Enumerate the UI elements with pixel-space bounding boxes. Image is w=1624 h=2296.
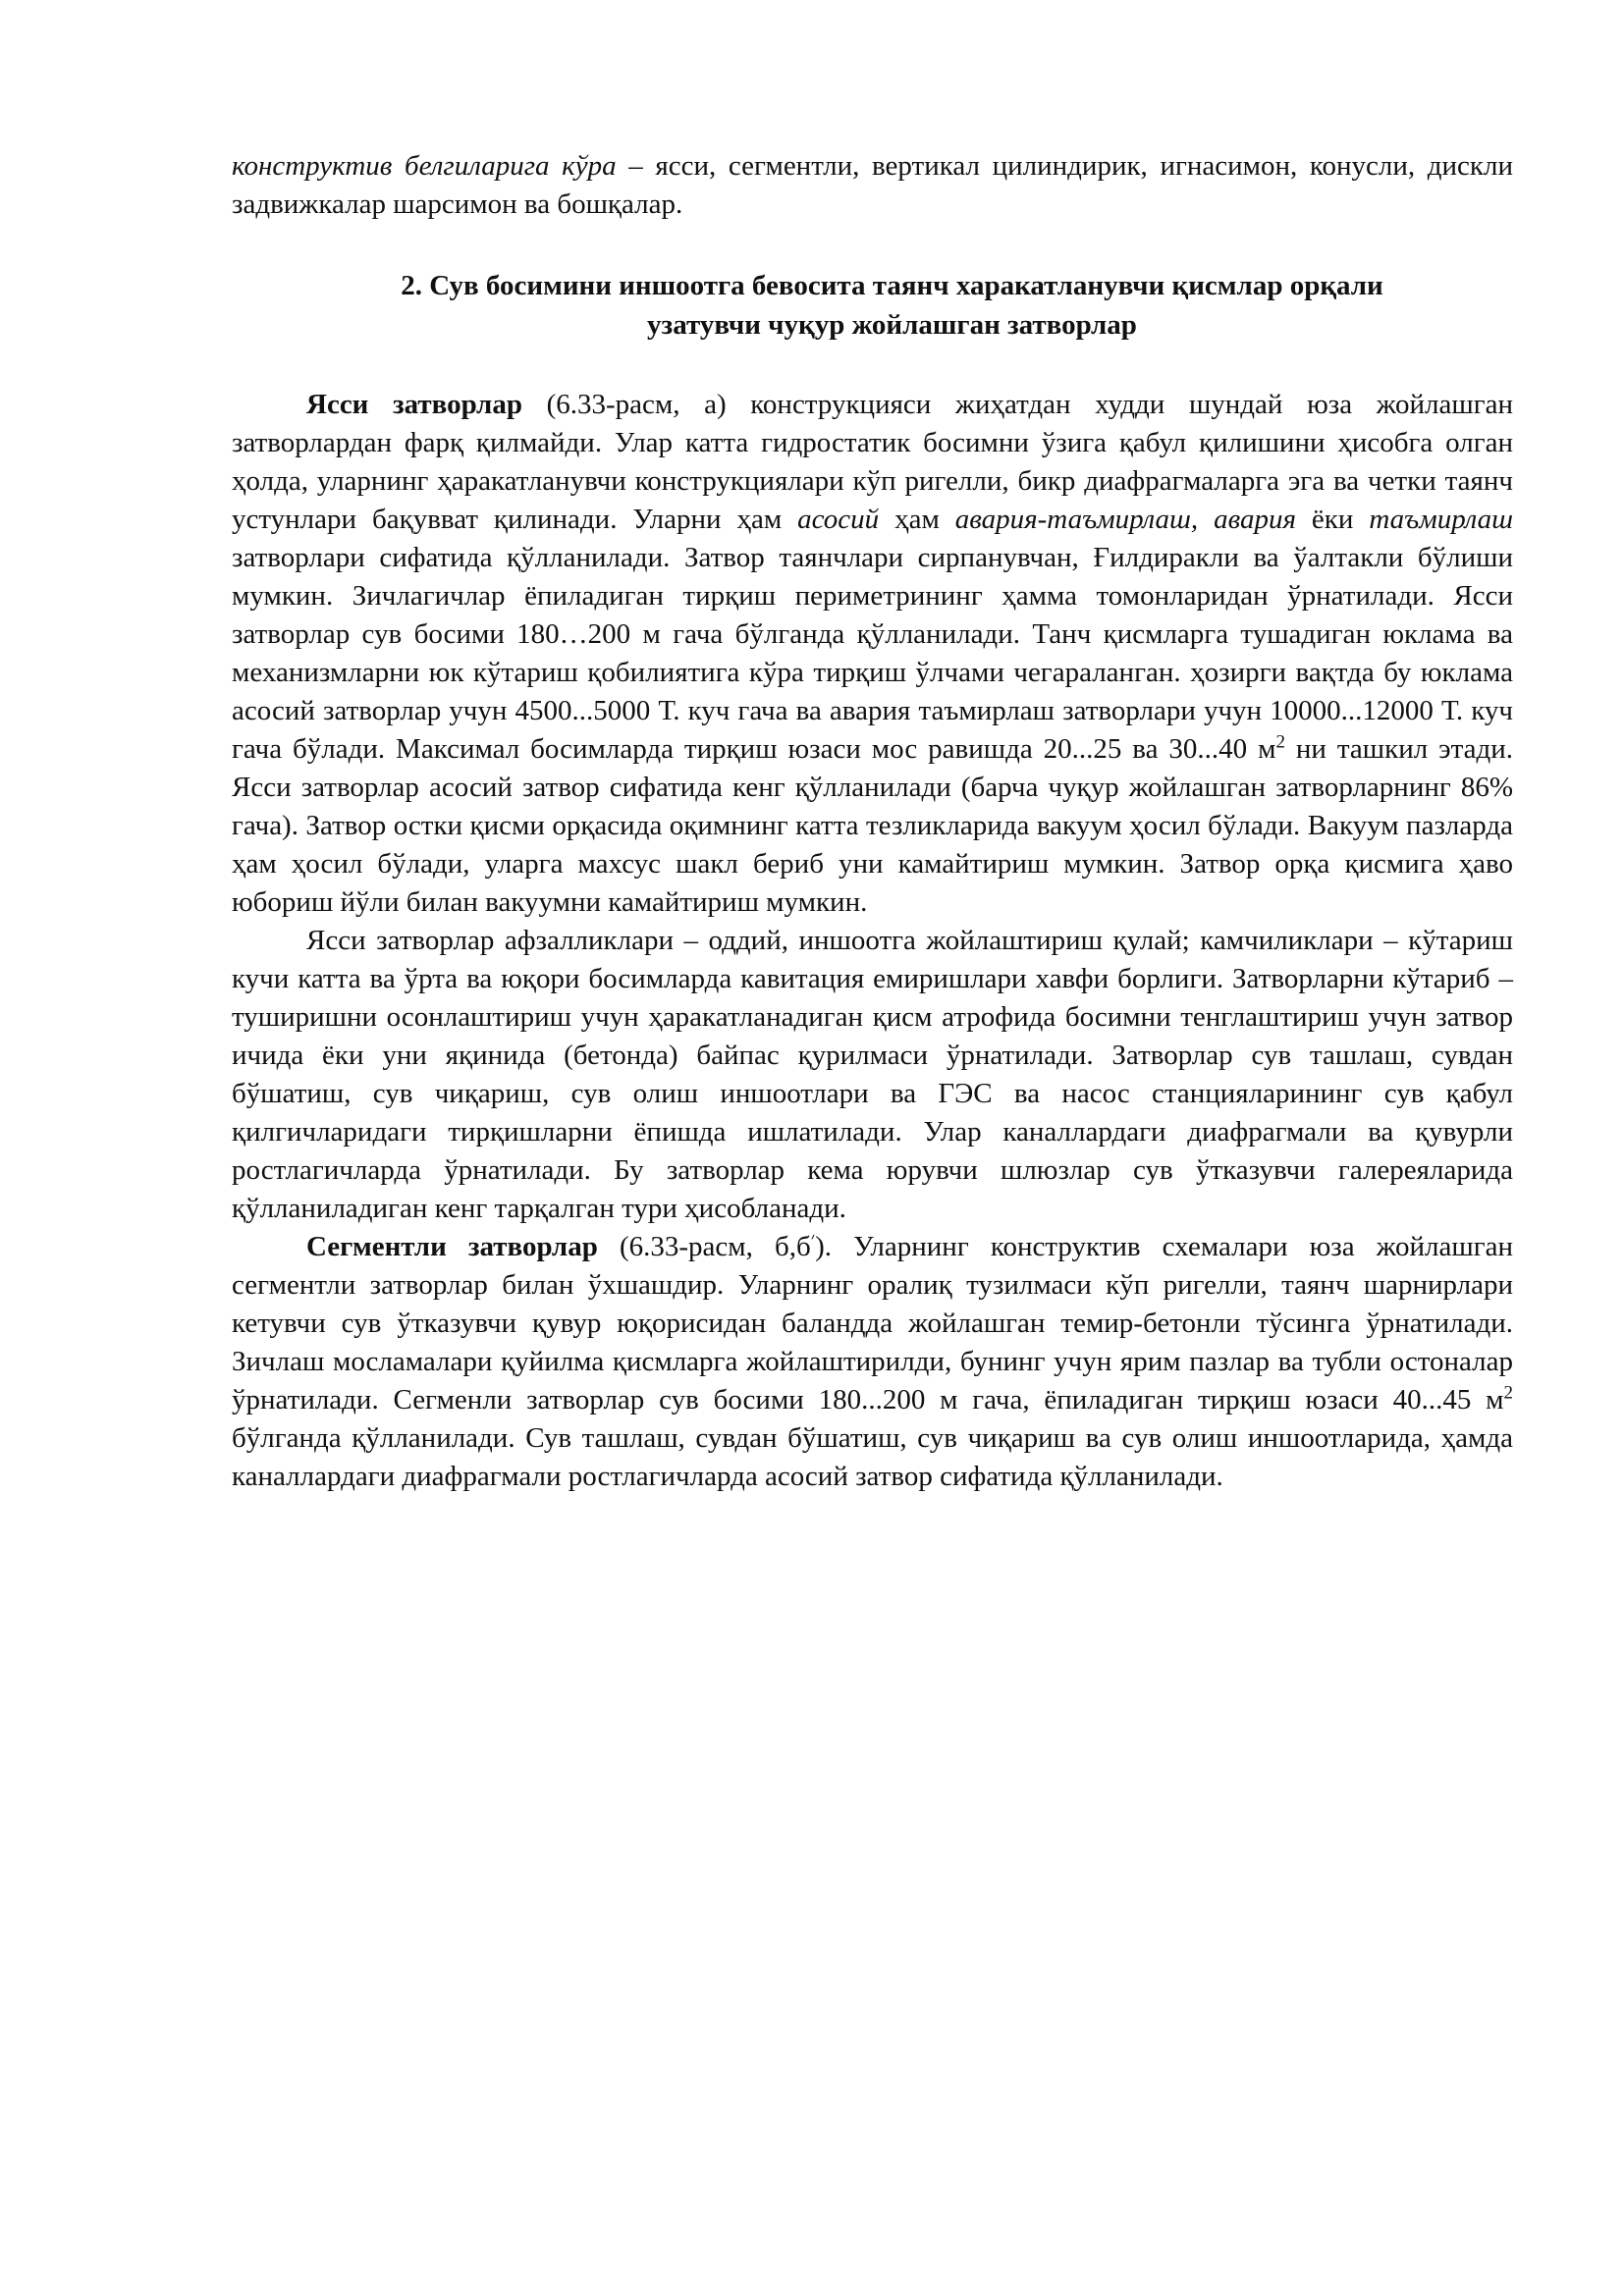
para1-text-1: (6.33-расм, а) конструкцияси жиҳатдан худди шундай юза жойлашган затворлардан фарқ қилмайди. Улар катта гидростатик босимни ўзига қабул қилишини ҳисобга олган ҳолда, уларнинг ҳаракатланувчи конструкциялари кўп ригелли, бикр диафрагмаларга эга ва четки таянч устунлари бақувват қилинади. Уларни ҳам [232,389,1513,535]
intro-lead-italic: конструктив белгиларига кўра [232,150,617,182]
para1-text-4: затворлари сифатида қўлланилади. Затвор таянчлари сирпанувчан, Ғилдиракли ва ўалтакли бўлиши мумкин. Зичлагичлар ёпиладиган тирқиш периметрининг ҳамма томонларидан ўрнатилади. Ясси затворлар сув босими 180…200 м гача бўлганда қўлланилади. Танч қисмларга тушадиган юклама ва механизмларни юк кўтариш қобилиятига кўра тирқиш ўлчами чегараланган. ҳозирги вақтда бу юклама асосий затворлар учун 4500...5000 Т. куч гача ва авария таъмирлаш затворлари учун 10000...12000 Т. куч гача бўлади. Максимал босимларда тирқиш юзаси мос равишда 20...25 ва 30...40 м [232,542,1513,765]
intro-text: – ясси, сегментли, вертикал цилиндирик, игнасимон, конусли, дискли задвижкалар шарсимон ва бошқалар. [232,150,1514,220]
para2-text: Ясси затворлар афзалликлари – оддий, иншоотга жойлаштириш қулай; камчиликлари – кўтариш кучи катта ва ўрта ва юқори босимларда кавитация емиришлари хавфи борлиги. Затворларни кўтариб – туширишни осонлаштириш учун ҳаракатланадиган қисм атрофида босимни тенглаштириш учун затвор ичида ёки уни яқинида (бетонда) байпас қурилмаси ўрнатилади. Затворлар сув ташлаш, сувдан бўшатиш, сув чиқариш, сув олиш иншоотлари ва ГЭС ва насос станцияларининг сув қабул қилгичларидаги тирқишларни ёпишда ишлатилади. Улар каналлардаги диафрагмали ва қувурли ростлагичларда ўрнатилади. Бу затворлар кема юрувчи шлюзлар сув ўтказувчи галереяларида қўлланиладиган кенг тарқалган тури ҳисобланади. [232,925,1513,1224]
para3-superscript-1: ׳ [810,1229,816,1251]
para1-text-3: ёки [1295,504,1370,535]
flat-gates-advantages-paragraph [232,922,1513,1228]
para3-text-1: (6.33-расм, б,б [597,1231,811,1262]
section-heading-line-1: 2. Сув босимини иншоотга бевосита таянч харакатланувчи қисмлар орқали [401,270,1383,301]
intro-paragraph [232,147,1513,224]
para3-text-3: бўлганда қўлланилади. Сув ташлаш, сувдан бўшатиш, сув чиқариш ва сув олиш иншоотларида, ҳамда каналлардаги диафрагмали ростлагичларда асосий затвор сифатида қўлланилади. [232,1422,1513,1492]
para1-superscript: 2 [1275,731,1285,753]
section-heading [232,266,1513,345]
segment-gates-term: Сегментли затворлар [306,1231,598,1262]
flat-gates-paragraph [232,386,1513,922]
para3-superscript-2: 2 [1503,1382,1513,1404]
document-page [232,147,1513,1496]
segment-gates-paragraph [232,1228,1513,1496]
para1-text-2: ҳам [879,504,955,535]
para1-italic-3: таъмирлаш [1369,504,1513,535]
para1-italic-2: авария-таъмирлаш, авария [954,504,1296,535]
para1-text-5: ни ташкил этади. Ясси затворлар асосий затвор сифатида кенг қўлланилади (барча чуқур жойлашган затворларнинг 86% гача). Затвор остки қисми орқасида оқимнинг катта тезликларида вакуум ҳосил бўлади. Вакуум пазларда ҳам ҳосил бўлади, уларга махсус шакл бериб уни камайтириш мумкин. Затвор орқа қисмига ҳаво юбориш йўли билан вакуумни камайтириш мумкин. [232,733,1513,918]
section-heading-line-2: узатувчи чуқур жойлашган затворлар [647,309,1137,341]
para3-text-2: ). Уларнинг конструктив схемалари юза жойлашган сегментли затворлар билан ўхшашдир. Уларнинг оралиқ тузилмаси кўп ригелли, таянч шарнирлари кетувчи сув ўтказувчи қувур юқорисидан баландда жойлашган темир-бетонли тўсинга ўрнатилади. Зичлаш мосламалари қуйилма қисмларга жойлаштирилди, бунинг учун ярим пазлар ва тубли остоналар ўрнатилади. Сегменли затворлар сув босими 180...200 м гача, ёпиладиган тирқиш юзаси 40...45 м [232,1231,1513,1415]
para1-italic-1: асосий [797,504,880,535]
flat-gates-term: Ясси затворлар [306,389,522,420]
